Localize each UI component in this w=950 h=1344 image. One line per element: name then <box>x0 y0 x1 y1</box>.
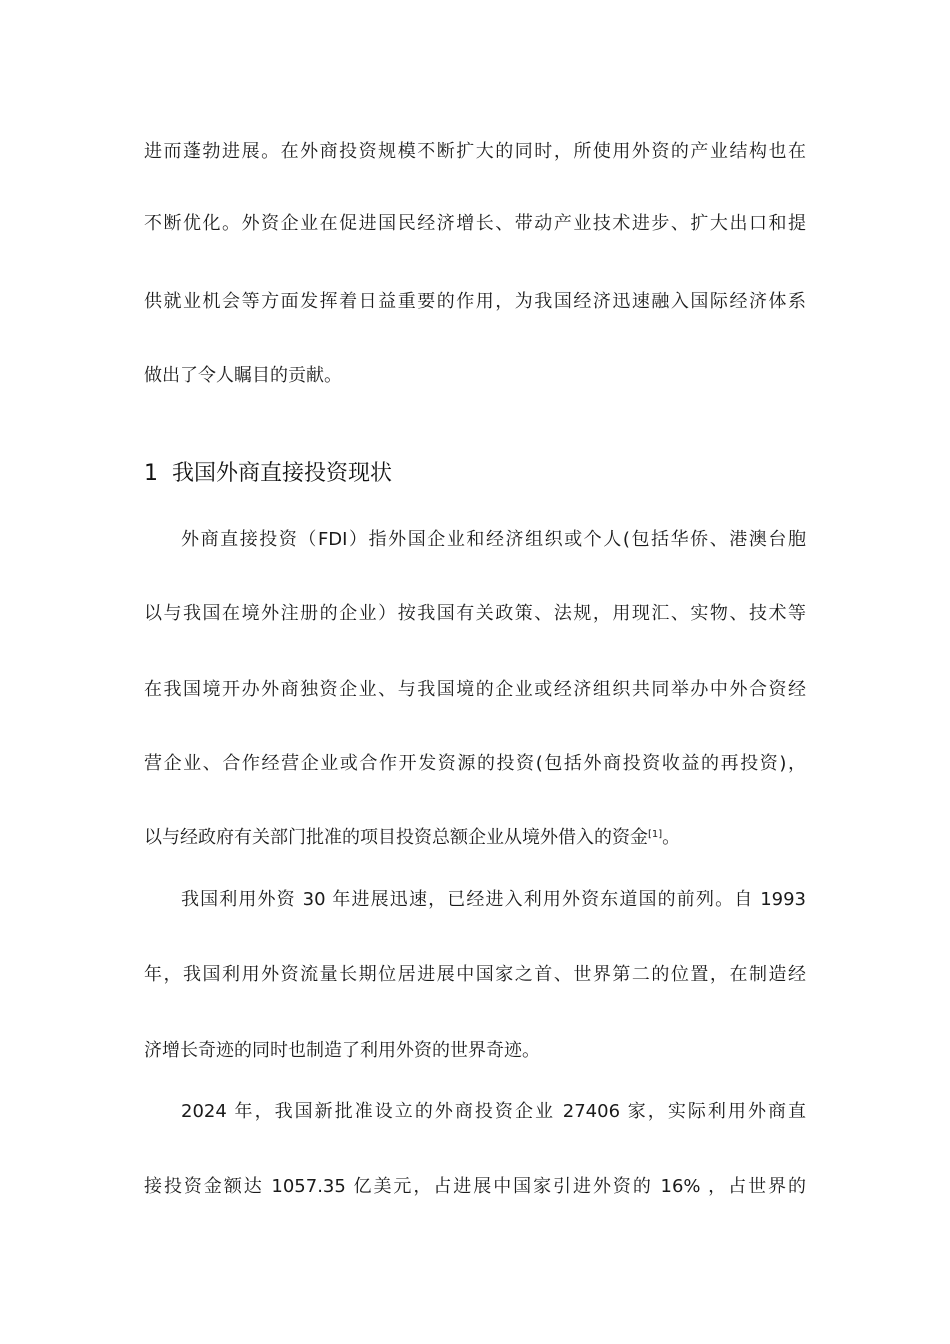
intro-line-3: 供就业机会等方面发挥着日益重要的作用，为我国经济迅速融入国际经济体系 <box>144 291 806 312</box>
p1-end-mark: 。 <box>662 827 681 848</box>
p3-line-2: 接投资金额达 1057.35 亿美元，占进展中国家引进外资的 16% ，占世界的 <box>144 1176 806 1197</box>
intro-line-2: 不断优化。外资企业在促进国民经济增长、带动产业技术进步、扩大出口和提 <box>144 213 806 234</box>
p1-line-1: 外商直接投资（FDI）指外国企业和经济组织或个人(包括华侨、港澳台胞 <box>181 529 806 550</box>
p1-line-5 <box>144 826 806 850</box>
p1-line-2: 以与我国在境外注册的企业）按我国有关政策、法规，用现汇、实物、技术等 <box>144 603 806 624</box>
intro-line-1: 进而蓬勃进展。在外商投资规模不断扩大的同时，所使用外资的产业结构也在 <box>144 141 806 162</box>
p2-line-3: 济增长奇迹的同时也制造了利用外资的世界奇迹。 <box>144 1040 540 1061</box>
citation-marker: [1] <box>648 829 663 840</box>
p3-line-1: 2024 年，我国新批准设立的外商投资企业 27406 家，实际利用外商直 <box>181 1101 806 1122</box>
section-heading <box>144 460 392 488</box>
p2-line-1: 我国利用外资 30 年进展迅速，已经进入利用外资东道国的前列。自 1993 <box>181 889 806 910</box>
section-title: 我国外商直接投资现状 <box>172 461 393 486</box>
intro-line-4: 做出了令人瞩目的贡献。 <box>144 365 342 386</box>
section-number: 1 <box>144 461 158 486</box>
p2-line-2: 年，我国利用外资流量长期位居进展中国家之首、世界第二的位置，在制造经 <box>144 964 806 985</box>
p1-line-4: 营企业、合作经营企业或合作开发资源的投资(包括外商投资收益的再投资)， <box>144 753 806 774</box>
p1-line-5-text: 以与经政府有关部门批准的项目投资总额企业从境外借入的资金 <box>144 827 648 848</box>
p1-line-3: 在我国境开办外商独资企业、与我国境的企业或经济组织共同举办中外合资经 <box>144 679 806 700</box>
